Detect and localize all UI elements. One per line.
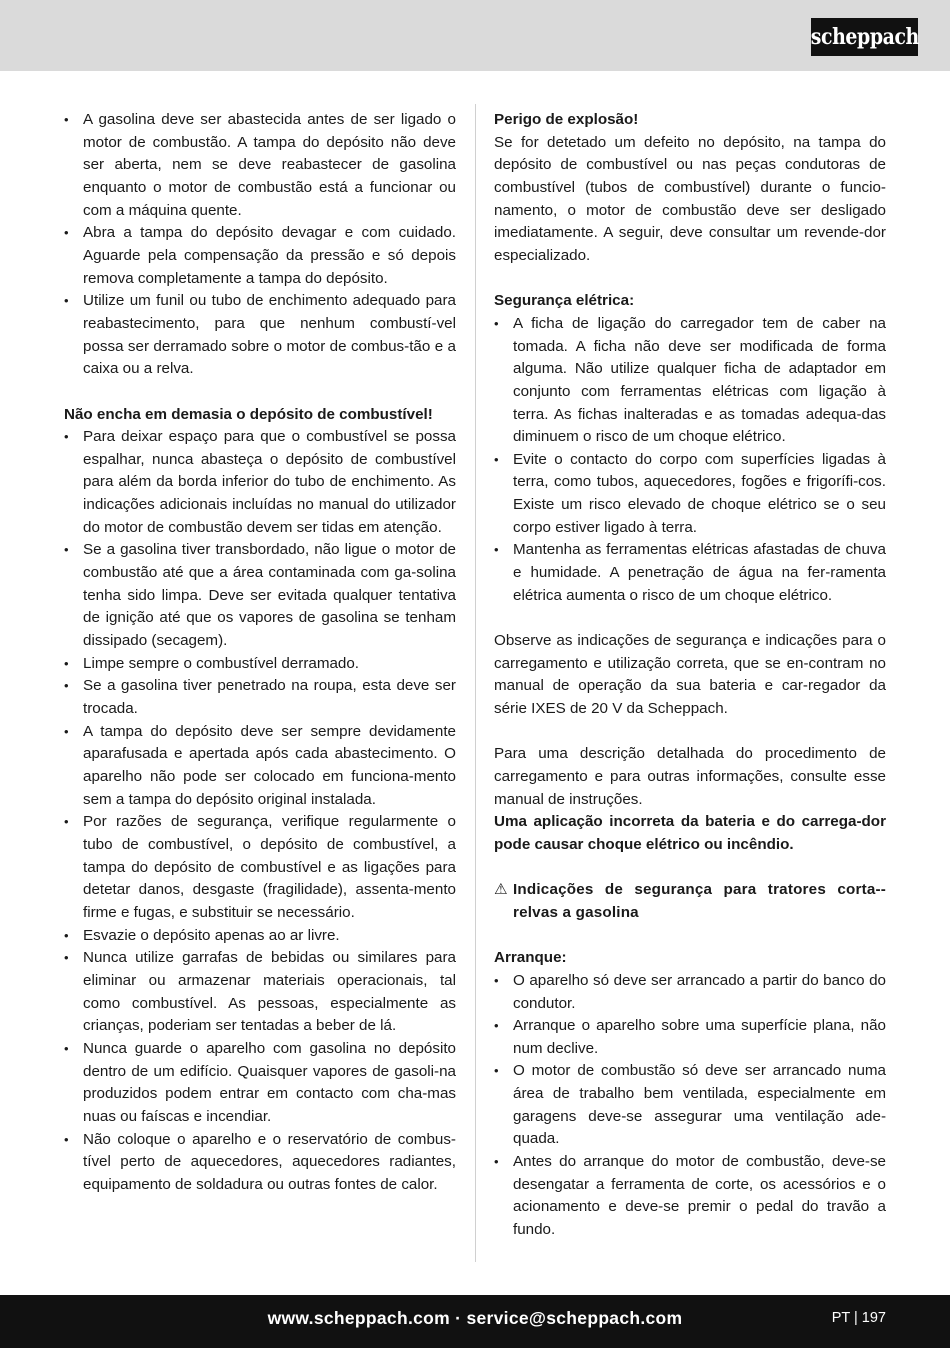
scheppach-logo bbox=[811, 18, 918, 56]
explosion-heading: Perigo de explosão! bbox=[494, 111, 639, 128]
list-item: • Arranque o aparelho sobre uma superfície plana, não num declive. bbox=[494, 1015, 886, 1060]
page-number: PT | 197 bbox=[831, 1310, 886, 1326]
overfill-list bbox=[64, 426, 456, 1196]
observe-paragraph: Observe as indicações de segurança e indicações para o carregamento e utilização correta, que se en-contram no manual de operação da sua bateria e car-regador da série IXES de 20 V da Scheppach. bbox=[494, 632, 886, 718]
list-item: • O motor de combustão só deve ser arrancado numa área de trabalho bem ventilada, especialmente em garagens deve-se assegurar uma ventilação ade-quada. bbox=[494, 1060, 886, 1151]
list-item: • Limpe sempre o combustível derramado. bbox=[64, 653, 456, 676]
list-item: • Para deixar espaço para que o combustível se possa espalhar, nunca abasteça o depósito de combustível para além da borda inferior do tubo de enchimento. As indicações adicionais incluídas no manual do utilizador do motor de combustão devem ser tidas em atenção. bbox=[64, 426, 456, 539]
electrical-heading: Segurança elétrica: bbox=[494, 292, 635, 310]
list-item: • Esvazie o depósito apenas ao ar livre. bbox=[64, 925, 456, 948]
brand-name: scheppach bbox=[810, 24, 919, 50]
list-item: • Evite o contacto do corpo com superfícies ligadas à terra, como tubos, aquecedores, fogões e frigorífi-cos. Existe um risco elevado de choque elétrico se o seu corpo estiver ligado à terra. bbox=[494, 449, 886, 540]
left-column bbox=[64, 109, 456, 1196]
list-item: • O aparelho só deve ser arrancado a partir do banco do condutor. bbox=[494, 970, 886, 1015]
footer-contact[interactable]: www.scheppach.com · service@scheppach.com bbox=[267, 1308, 683, 1328]
warning-triangle-icon: ⚠ bbox=[494, 881, 508, 899]
list-item: • A gasolina deve ser abastecida antes de ser ligado o motor de combustão. A tampa do depósito não deve ser aberta, nem se deve reabastecer de gasolina enquanto o motor de combustão está a funcionar ou com a máquina quente. bbox=[64, 109, 456, 222]
list-item: • Antes do arranque do motor de combustão, deve-se desengatar a ferramenta de corte, os acessórios e o acionamento e deve-se premir o pedal do travão a fundo. bbox=[494, 1151, 886, 1242]
start-list bbox=[494, 970, 886, 1242]
overfill-heading: Não encha em demasia o depósito de combustível! bbox=[64, 405, 433, 423]
page-header bbox=[0, 0, 950, 71]
tractor-heading-text: Indicações de segurança para tratores corta--relvas a gasolina bbox=[513, 881, 886, 921]
list-item: • Utilize um funil ou tubo de enchimento adequado para reabastecimento, para que nenhum combustí-vel possa ser derramado sobre o motor de combus-tão e a caixa ou a relva. bbox=[64, 290, 456, 381]
explosion-text: Se for detetado um defeito no depósito, na tampa do depósito de combustível ou nas peças condutoras de combustível (tubos de combustível) durante o funcio-namento, o motor de combustão deve ser desligado imediatamente. A seguir, deve consultar um revende-dor especializado. bbox=[494, 133, 886, 264]
fuel-intro-list bbox=[64, 109, 456, 381]
list-item: • Se a gasolina tiver penetrado na roupa, esta deve ser trocada. bbox=[64, 675, 456, 720]
list-item: • Abra a tampa do depósito devagar e com cuidado. Aguarde pela compensação da pressão e só depois remova completamente a tampa do depósito. bbox=[64, 222, 456, 290]
misuse-warning: Uma aplicação incorreta da bateria e do carrega-dor pode causar choque elétrico ou incêndio. bbox=[494, 813, 886, 853]
column-divider bbox=[475, 104, 476, 1262]
list-item: • Nunca guarde o aparelho com gasolina no depósito dentro de um edifício. Quaisquer vapores de gasoli-na produzidos podem entrar em contacto com cha-mas nuas ou faíscas e incendiar. bbox=[64, 1038, 456, 1129]
list-item: • A tampa do depósito deve ser sempre devidamente aparafusada e apertada após cada abastecimento. O aparelho não pode ser colocado em funciona-mento sem a tampa do depósito original instalada. bbox=[64, 721, 456, 812]
list-item: • Mantenha as ferramentas elétricas afastadas de chuva e humidade. A penetração de água na fer-ramenta elétrica aumenta o risco de um choque elétrico. bbox=[494, 539, 886, 607]
list-item: • Não coloque o aparelho e o reservatório de combus-tível perto de aquecedores, aquecedores radiantes, equipamento de soldadura ou outras fontes de calor. bbox=[64, 1129, 456, 1197]
list-item: • Nunca utilize garrafas de bebidas ou similares para eliminar ou armazenar materiais operacionais, tal como combustível. As pessoas, especialmente as crianças, poderiam ser tentadas a beber de lá. bbox=[64, 947, 456, 1038]
description-paragraph: Para uma descrição detalhada do procedimento de carregamento e para outras informações, consulte esse manual de instruções. bbox=[494, 745, 886, 808]
right-column bbox=[494, 109, 886, 1242]
electrical-list bbox=[494, 313, 886, 608]
list-item: • Se a gasolina tiver transbordado, não ligue o motor de combustão até que a área contaminada com ga-solina tenha sido limpa. Deve ser evitada qualquer tentativa de ignição até que os vapores de gasolina se tenham dissipado (secagem). bbox=[64, 539, 456, 652]
list-item: • Por razões de segurança, verifique regularmente o tubo de combustível, o depósito de combustível, a tampa do depósito de combustível e as ligações para detetar danos, desgaste (fragilidade), assenta-mento firme e fugas, e substituir se necessário. bbox=[64, 811, 456, 924]
page-footer bbox=[0, 1295, 950, 1348]
list-item: • A ficha de ligação do carregador tem de caber na tomada. A ficha não deve ser modificada de forma alguma. Não utilize qualquer ficha de adaptador em conjunto com ferramentas elétricas com ligação à terra. As fichas inalteradas e as tomadas adequa-das diminuem o risco de um choque elétrico. bbox=[494, 313, 886, 449]
start-heading: Arranque: bbox=[494, 949, 567, 967]
tractor-safety-heading bbox=[494, 879, 886, 924]
